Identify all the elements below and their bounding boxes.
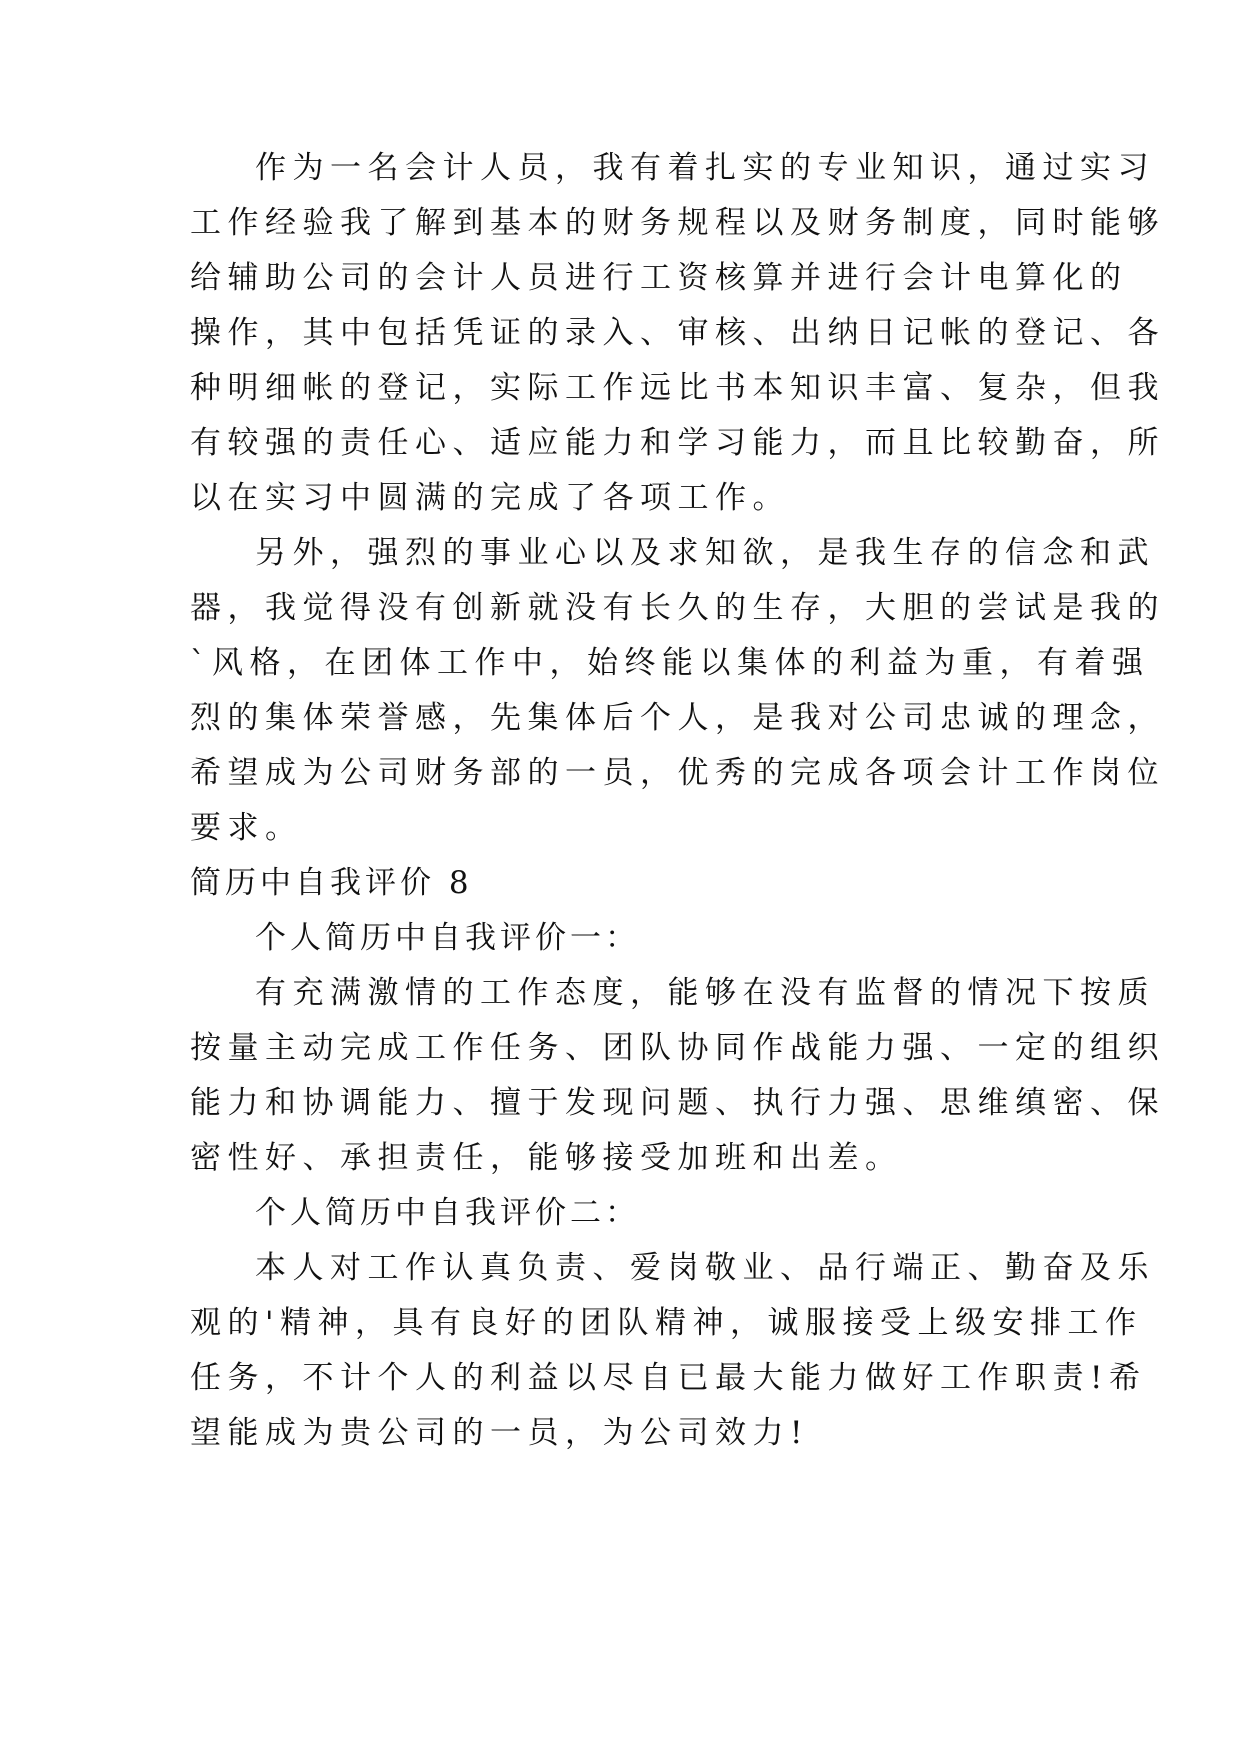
paragraph-2-line-2: 器，我觉得没有创新就没有长久的生存，大胆的尝试是我的 <box>190 590 1165 626</box>
subsection-1-line-1: 有充满激情的工作态度，能够在没有监督的情况下按质 <box>255 975 1155 1011</box>
subsection-2-line-4: 望能成为贵公司的一员，为公司效力! <box>190 1415 809 1451</box>
subsection-1-heading: 个人简历中自我评价一： <box>255 920 640 956</box>
subsection-2-line-3: 任务，不计个人的利益以尽自已最大能力做好工作职责!希 <box>190 1360 1147 1396</box>
subsection-2-line-2: 观的'精神，具有良好的团队精神，诚服接受上级安排工作 <box>190 1305 1143 1341</box>
subsection-1-line-2: 按量主动完成工作任务、团队协同作战能力强、一定的组织 <box>190 1030 1165 1066</box>
subsection-1-line-3: 能力和协调能力、擅于发现问题、执行力强、思维缜密、保 <box>190 1085 1165 1121</box>
subsection-2-heading: 个人简历中自我评价二： <box>255 1195 640 1231</box>
paragraph-1-line-5: 种明细帐的登记，实际工作远比书本知识丰富、复杂，但我 <box>190 370 1165 406</box>
paragraph-2-line-5: 希望成为公司财务部的一员，优秀的完成各项会计工作岗位 <box>190 755 1165 791</box>
subsection-2-line-1: 本人对工作认真负责、爱岗敬业、品行端正、勤奋及乐 <box>255 1250 1155 1286</box>
paragraph-1-line-2: 工作经验我了解到基本的财务规程以及财务制度，同时能够 <box>190 205 1165 241</box>
paragraph-1-line-7: 以在实习中圆满的完成了各项工作。 <box>190 480 790 516</box>
paragraph-2-line-4: 烈的集体荣誉感，先集体后个人，是我对公司忠诚的理念， <box>190 700 1165 736</box>
paragraph-1-line-4: 操作，其中包括凭证的录入、审核、出纳日记帐的登记、各 <box>190 315 1165 351</box>
paragraph-2-line-3: `风格，在团体工作中，始终能以集体的利益为重，有着强 <box>190 645 1150 681</box>
paragraph-1-line-3: 给辅助公司的会计人员进行工资核算并进行会计电算化的 <box>190 260 1128 296</box>
paragraph-1-line-6: 有较强的责任心、适应能力和学习能力，而且比较勤奋，所 <box>190 425 1165 461</box>
subsection-1-line-4: 密性好、承担责任，能够接受加班和出差。 <box>190 1140 903 1176</box>
paragraph-2-line-1: 另外，强烈的事业心以及求知欲，是我生存的信念和武 <box>255 535 1155 571</box>
paragraph-1-line-1: 作为一名会计人员，我有着扎实的专业知识，通过实习 <box>255 150 1155 186</box>
paragraph-2-line-6: 要求。 <box>190 810 303 846</box>
section-title: 简历中自我评价 8 <box>190 865 473 901</box>
